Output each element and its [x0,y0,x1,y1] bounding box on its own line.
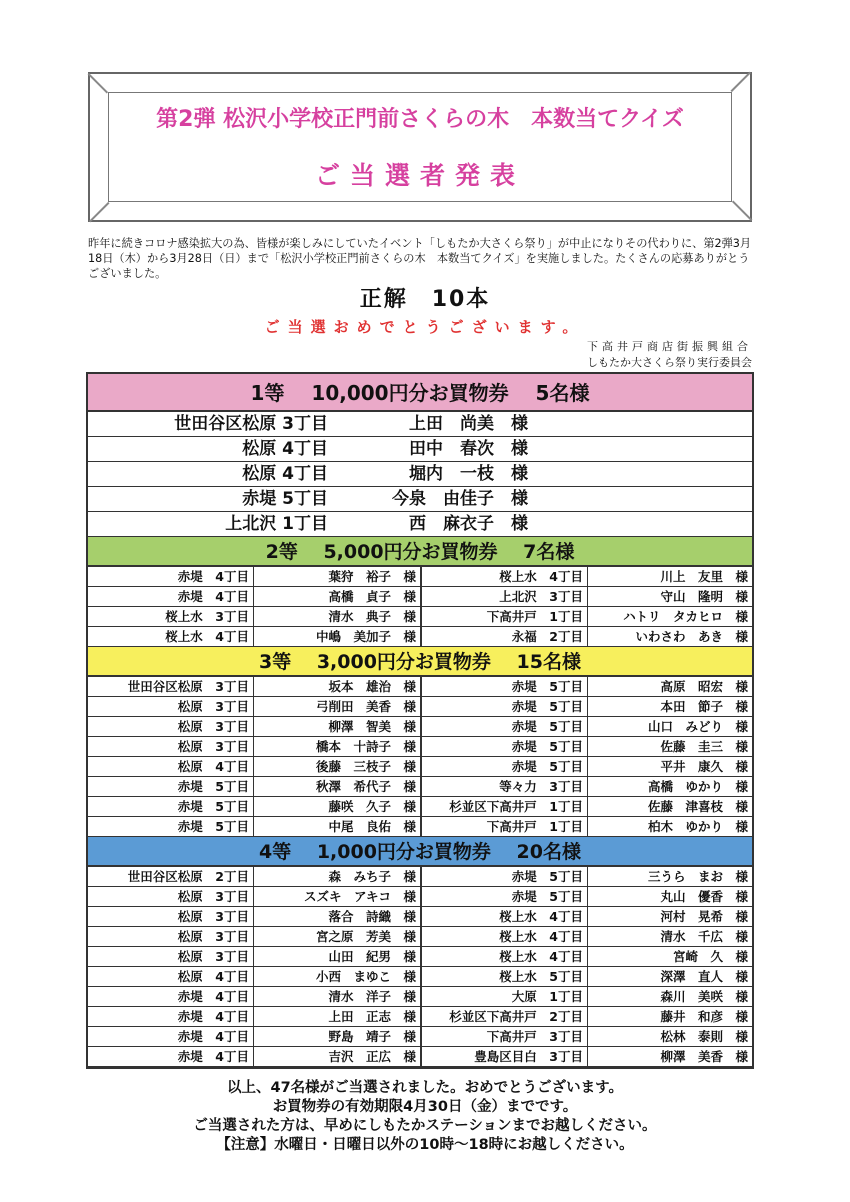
prize2-header: 2等 5,000円分お買物券 7名様 [88,537,752,567]
winner-address: 桜上水 4丁目 [88,627,254,646]
prize3-row [88,677,752,697]
winner-name: 佐藤 津喜枝 様 [647,799,748,814]
prize1-row [88,412,752,437]
winner-name: 清水 千広 様 [660,929,748,944]
winner-name: 中嶋 美加子 様 [254,627,422,646]
prize1-row [88,487,752,512]
winner-address: 松原 3丁目 [88,737,254,756]
prize3-row [88,797,752,817]
winner-name: 柳澤 美香 様 [660,1049,748,1064]
winner-address: 赤堤 5丁目 [422,737,588,756]
prize4-row [88,947,752,967]
winner-address: 赤堤 5丁目 [422,887,588,906]
winner-address: 桜上水 4丁目 [422,927,588,946]
prize1-row [88,437,752,462]
congrats-text: ご当選おめでとうございます。 [264,318,586,336]
prize4-header: 4等 1,000円分お買物券 20名様 [88,837,752,867]
prize4-row [88,1007,752,1027]
winner-name: 佐藤 圭三 様 [660,739,748,754]
winner-address: 赤堤 5丁目 [88,817,254,836]
footer-line4: 【注意】水曜日・日曜日以外の10時～18時にお越しください。 [216,1137,634,1153]
winner-name: 後藤 三枝子 様 [254,757,422,776]
winner-address: 赤堤 5丁目 [422,757,588,776]
winner-name: 田中 春次 様 [409,439,528,459]
prize3-row [88,697,752,717]
winner-address: 下高井戸 1丁目 [422,817,588,836]
prize3-list [88,677,752,837]
winner-address: 等々力 3丁目 [422,777,588,796]
winner-name: 藤井 和彦 様 [660,1009,748,1024]
winner-address: 赤堤 5丁目 [88,777,254,796]
winner-address: 赤堤 5丁目 [422,867,588,886]
winner-address: 杉並区下高井戸 2丁目 [422,1007,588,1026]
winner-address: 桜上水 5丁目 [422,967,588,986]
prize3-row [88,777,752,797]
winner-address: 松原 4丁目 [242,439,328,459]
prize1-row [88,512,752,537]
winner-name: 上田 尚美 様 [409,414,528,434]
winner-name: 本田 節子 様 [660,699,748,714]
winner-address: 松原 4丁目 [88,757,254,776]
winner-name: 柏木 ゆかり 様 [647,819,748,834]
winner-name: 深澤 直人 様 [660,969,748,984]
prize4-row [88,967,752,987]
footer-line3: ご当選された方は、早めにしもたかステーションまでお越しください。 [193,1118,657,1134]
winner-address: 松原 3丁目 [88,697,254,716]
prize2-row [88,587,752,607]
winner-address: 世田谷区松原 3丁目 [88,677,254,696]
winner-name: 清水 典子 様 [254,607,422,626]
prize3-row [88,717,752,737]
winner-address: 赤堤 5丁目 [88,797,254,816]
winner-address: 赤堤 4丁目 [88,1047,254,1066]
winner-address: 下高井戸 1丁目 [422,607,588,626]
prize1-list [88,412,752,537]
prize2-list [88,567,752,647]
organizer-line1: 下高井戸商店街振興組合 [587,340,752,353]
winner-address: 松原 3丁目 [88,717,254,736]
winner-name: 山口 みどり 様 [647,719,748,734]
winners-table [86,372,754,1069]
winner-name: 守山 隆明 様 [660,589,748,604]
winner-address: 赤堤 5丁目 [422,697,588,716]
winner-address: 赤堤 5丁目 [242,489,328,509]
winner-name: 藤咲 久子 様 [254,797,422,816]
winner-address: 豊島区目白 3丁目 [422,1047,588,1066]
winner-name: 河村 晃希 様 [660,909,748,924]
winner-address: 松原 3丁目 [88,907,254,926]
winner-name: 弓削田 美香 様 [254,697,422,716]
winner-address: 松原 3丁目 [88,887,254,906]
footer-line2: お買物券の有効期限4月30日（金）までです。 [272,1099,578,1115]
winner-address: 赤堤 4丁目 [88,1007,254,1026]
winner-name: 森 みち子 様 [254,867,422,886]
prize4-list [88,867,752,1067]
winner-name: 平井 康久 様 [660,759,748,774]
prize4-row [88,1047,752,1067]
footer-line1: 以上、47名様がご当選されました。おめでとうございます。 [226,1080,624,1096]
winner-name: 清水 洋子 様 [254,987,422,1006]
winner-name: 松林 泰則 様 [660,1029,748,1044]
winner-name: 堀内 一枝 様 [409,464,528,484]
winner-address: 世田谷区松原 3丁目 [174,414,328,434]
winner-name: 坂本 雄治 様 [254,677,422,696]
prize2-row [88,627,752,647]
winner-address: 赤堤 4丁目 [88,587,254,606]
prize3-row [88,817,752,837]
winner-address: 赤堤 4丁目 [88,1027,254,1046]
winner-name: 高橋 ゆかり 様 [647,779,748,794]
winner-name: 柳澤 智美 様 [254,717,422,736]
winner-name: 吉沢 正広 様 [254,1047,422,1066]
winner-name: 三うら まお 様 [647,869,748,884]
winner-name: 落合 詩織 様 [254,907,422,926]
winner-name: 宮崎 久 様 [672,949,748,964]
winner-name: 高原 昭宏 様 [660,679,748,694]
winner-name: ハトリ タカヒロ 様 [623,609,748,624]
prize4-row [88,1027,752,1047]
winner-address: 松原 3丁目 [88,927,254,946]
winner-name: 今泉 由佳子 様 [392,489,528,509]
winner-name: スズキ アキコ 様 [254,887,422,906]
winner-address: 大原 1丁目 [422,987,588,1006]
winner-address: 赤堤 5丁目 [422,717,588,736]
page-subtitle: ご当選者発表 [314,161,525,190]
winner-name: いわさわ あき 様 [635,629,748,644]
page-title: 第2弾 松沢小学校正門前さくらの木 本数当てクイズ [156,107,684,132]
winner-name: 秋澤 希代子 様 [254,777,422,796]
prize3-row [88,737,752,757]
winner-address: 赤堤 5丁目 [422,677,588,696]
winner-name: 小西 まゆこ 様 [254,967,422,986]
winner-name: 丸山 優香 様 [660,889,748,904]
intro-text: 昨年に続きコロナ感染拡大の為、皆様が楽しみにしていたイベント「しもたか大さくら祭り」が中止になりその代わりに、第2弾3月18日（木）から3月28日（日）まで「松沢小学校正門前さくらの木 本数当てクイズ」を実施しました。たくさんの応募ありがとうございました。 [88,237,752,280]
winner-address: 桜上水 4丁目 [422,907,588,926]
winner-address: 赤堤 4丁目 [88,987,254,1006]
winner-name: 森川 美咲 様 [660,989,748,1004]
prize2-row [88,567,752,587]
prize4-row [88,907,752,927]
winner-name: 橋本 十詩子 様 [254,737,422,756]
winner-name: 高橋 貞子 様 [254,587,422,606]
winner-name: 西 麻衣子 様 [409,514,528,534]
winner-address: 上北沢 1丁目 [225,514,328,534]
winner-name: 宮之原 芳美 様 [254,927,422,946]
winner-address: 桜上水 3丁目 [88,607,254,626]
prize1-header: 1等 10,000円分お買物券 5名様 [88,374,752,412]
winner-name: 上田 正志 様 [254,1007,422,1026]
winner-address: 松原 3丁目 [88,947,254,966]
winner-address: 桜上水 4丁目 [422,567,588,586]
answer-heading: 正解 10本 [359,287,491,312]
winner-address: 上北沢 3丁目 [422,587,588,606]
winner-name: 川上 友里 様 [660,569,748,584]
winner-address: 桜上水 4丁目 [422,947,588,966]
organizer-line2: しもたか大さくら祭り実行委員会 [587,356,752,369]
winner-address: 松原 4丁目 [242,464,328,484]
winner-address: 杉並区下高井戸 1丁目 [422,797,588,816]
prize1-row [88,462,752,487]
prize4-row [88,927,752,947]
prize2-row [88,607,752,627]
winner-name: 中尾 良佑 様 [254,817,422,836]
prize4-row [88,987,752,1007]
winner-name: 野島 靖子 様 [254,1027,422,1046]
prize3-header: 3等 3,000円分お買物券 15名様 [88,647,752,677]
winner-address: 松原 4丁目 [88,967,254,986]
prize3-row [88,757,752,777]
prize4-row [88,887,752,907]
winner-name: 葉狩 裕子 様 [254,567,422,586]
winner-address: 赤堤 4丁目 [88,567,254,586]
winner-address: 永福 2丁目 [422,627,588,646]
winner-address: 下高井戸 3丁目 [422,1027,588,1046]
prize4-row [88,867,752,887]
winner-name: 山田 紀男 様 [254,947,422,966]
winner-address: 世田谷区松原 2丁目 [88,867,254,886]
